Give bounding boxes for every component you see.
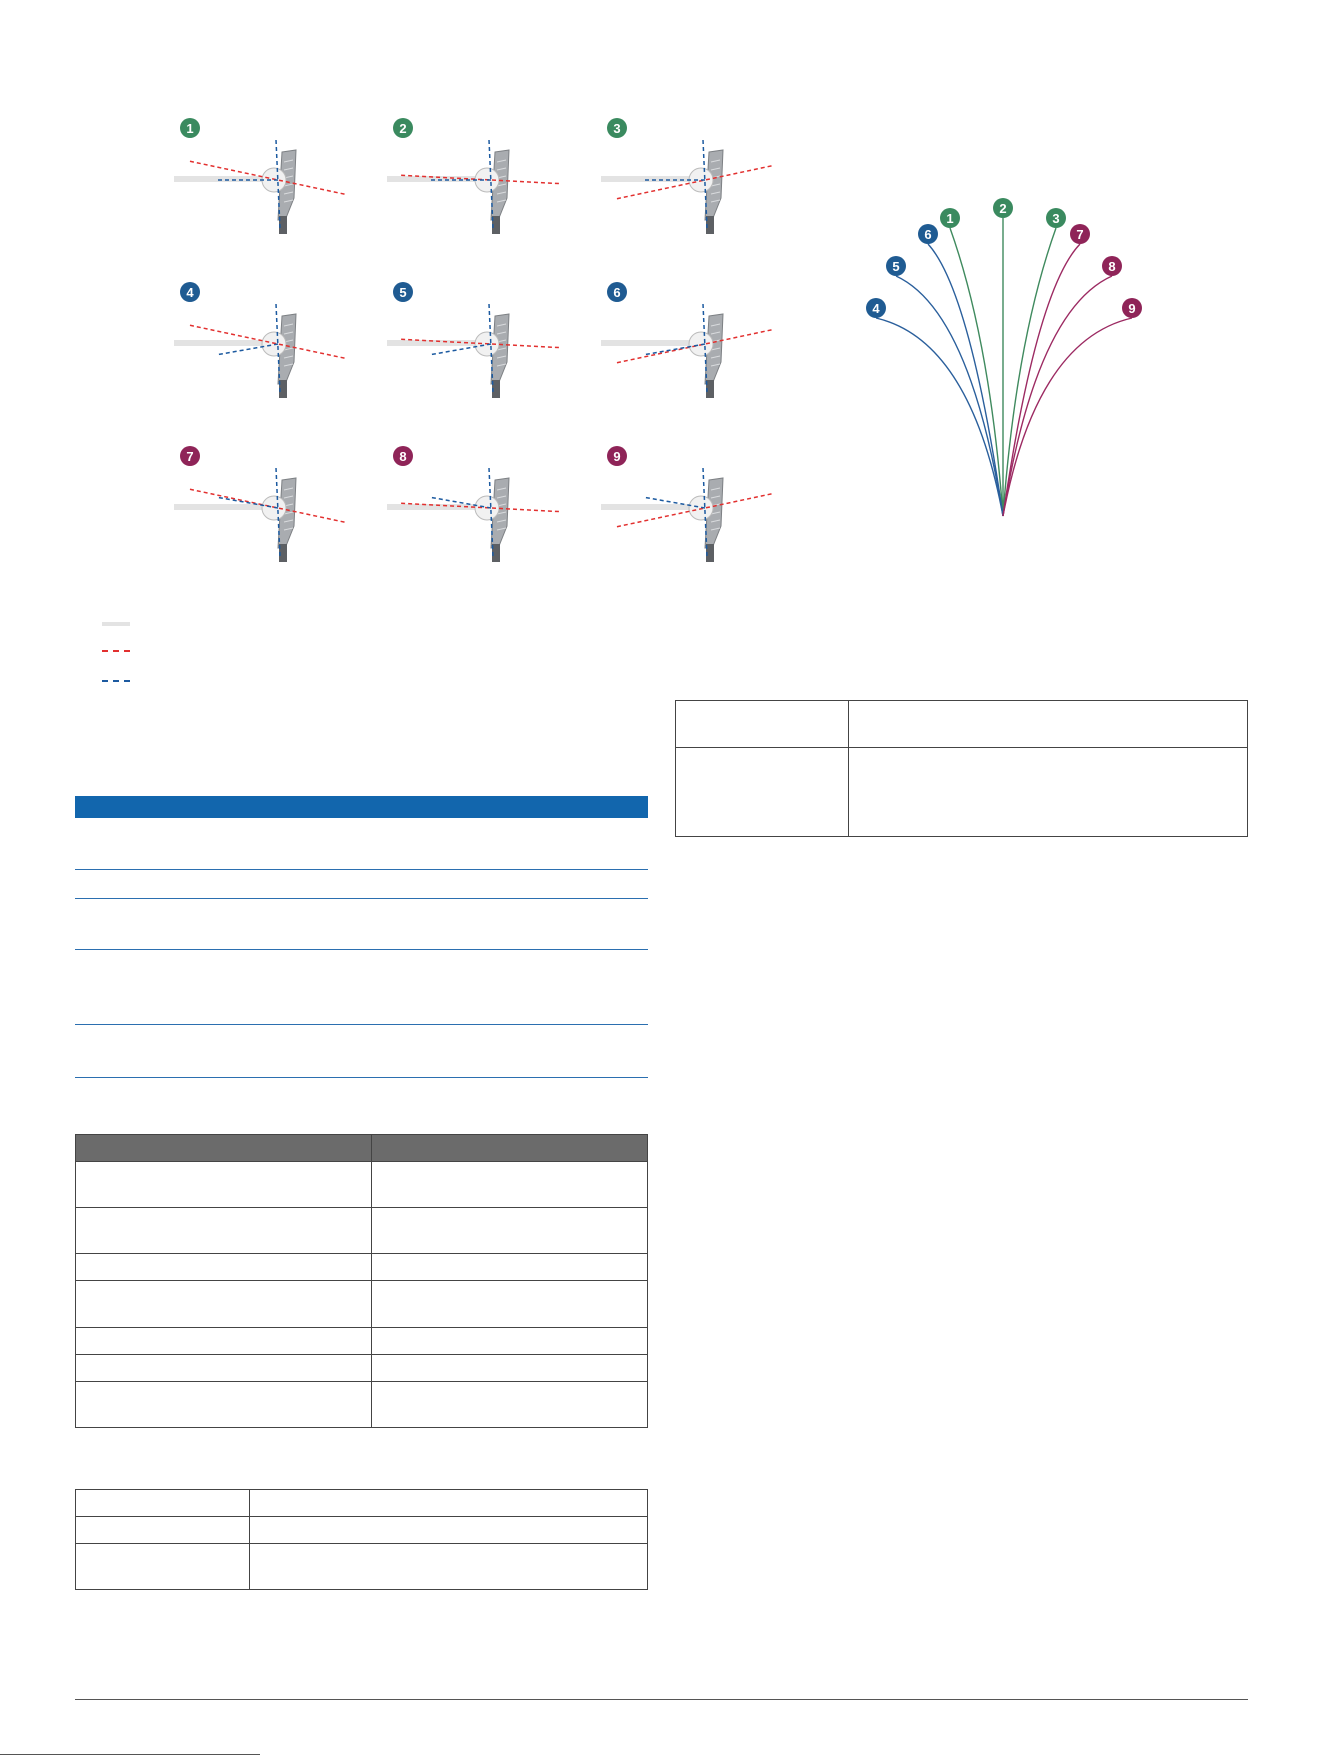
svg-text:6: 6 [613,285,621,300]
svg-text:3: 3 [613,121,621,136]
iron-club-icon [278,314,296,398]
table-row [76,1382,648,1428]
svg-text:9: 9 [1128,301,1136,316]
svg-text:8: 8 [1108,259,1116,274]
badge-9 [607,446,627,466]
table-cell [250,1517,648,1544]
table-row [75,1025,648,1078]
table-cell [76,1517,250,1544]
table-cell [676,701,849,748]
table-row [676,701,1248,748]
svg-text:5: 5 [892,259,900,274]
table-cell [372,1254,648,1281]
clubface-panel-3 [601,118,773,234]
ball-flight-path-4 [866,298,1003,516]
ball-flight-path-6 [918,224,1003,516]
clubface-panel-8 [387,446,561,562]
table-cell [676,748,849,837]
table-cell [250,1544,648,1590]
ball-flight-path-9 [1003,298,1142,516]
table-row [76,1355,648,1382]
svg-text:2: 2 [999,201,1007,216]
iron-club-icon [705,478,723,562]
ball-flight-path-3 [1003,208,1066,516]
table-cell [76,1281,372,1328]
svg-text:5: 5 [399,285,407,300]
target-line [601,176,701,182]
badge-5 [393,282,413,302]
svg-text:9: 9 [613,449,621,464]
target-line [601,340,701,346]
svg-text:3: 3 [1052,211,1060,226]
table-row [76,1328,648,1355]
table-cell [849,748,1248,837]
page-edge-rule [0,1754,260,1755]
target-line [174,504,274,510]
svg-text:8: 8 [399,449,407,464]
badge-3 [607,118,627,138]
iron-club-icon [278,150,296,234]
badge-1 [180,118,200,138]
table-header-cell [372,1135,648,1162]
table-cell [76,1328,372,1355]
badge-6 [607,282,627,302]
table-cell [76,1382,372,1428]
badge-4 [180,282,200,302]
badge-7 [180,446,200,466]
table-row [76,1208,648,1254]
table-cell [372,1355,648,1382]
table-cell [76,1162,372,1208]
svg-text:1: 1 [186,121,194,136]
iron-club-icon [705,150,723,234]
footer-rule [75,1699,1248,1700]
blue-header-table [75,796,648,1078]
table-header-row [76,1135,648,1162]
table-row [76,1281,648,1328]
table-cell [372,1328,648,1355]
table-cell [76,1490,250,1517]
table-cell [76,1355,372,1382]
table-row [76,1254,648,1281]
table-cell [372,1281,648,1328]
table-cell [76,1254,372,1281]
svg-text:7: 7 [1076,227,1084,242]
svg-text:4: 4 [186,285,194,300]
table-cell [372,1382,648,1428]
clubface-panel-2 [387,118,561,234]
clubface-diagram-grid [0,0,800,600]
dark-header-table [75,1134,648,1428]
svg-text:7: 7 [186,449,194,464]
iron-club-icon [491,478,509,562]
ball-flight-path-8 [1003,256,1122,516]
ball-flight-path-5 [886,256,1003,516]
badge-2 [393,118,413,138]
table-row [76,1544,648,1590]
table-row [676,748,1248,837]
svg-text:4: 4 [872,301,880,316]
target-line [601,504,701,510]
table-row [75,950,648,1025]
table-row [75,870,648,899]
clubface-panel-4 [174,282,346,398]
table-row [75,899,648,950]
table-row [76,1490,648,1517]
clubface-panel-7 [174,446,346,562]
clubface-panel-9 [601,446,773,562]
iron-club-icon [705,314,723,398]
table-cell [76,1208,372,1254]
ball-flight-path-1 [940,208,1003,516]
target-line [174,340,274,346]
legend-club-path-swatch [102,680,130,682]
table-row [75,818,648,870]
target-line [174,176,274,182]
right-table [675,700,1248,837]
svg-text:2: 2 [399,121,407,136]
table-cell [250,1490,648,1517]
table-header-cell [76,1135,372,1162]
legend-club-face-swatch [102,650,130,652]
table-cell [76,1544,250,1590]
legend-target-line-swatch [102,622,130,626]
table-cell [372,1162,648,1208]
svg-text:1: 1 [946,211,954,226]
table-row [76,1517,648,1544]
table-cell [849,701,1248,748]
ball-flight-path-7 [1003,224,1090,516]
svg-text:6: 6 [924,227,932,242]
clubface-panel-6 [601,282,773,398]
clubface-panel-1 [174,118,346,234]
clubface-panel-5 [387,282,561,398]
iron-club-icon [278,478,296,562]
blue-table-header [75,796,648,818]
table-cell [372,1208,648,1254]
iron-club-icon [491,314,509,398]
small-table [75,1489,648,1590]
ball-flight-diagram [840,190,1180,530]
iron-club-icon [491,150,509,234]
table-row [76,1162,648,1208]
badge-8 [393,446,413,466]
